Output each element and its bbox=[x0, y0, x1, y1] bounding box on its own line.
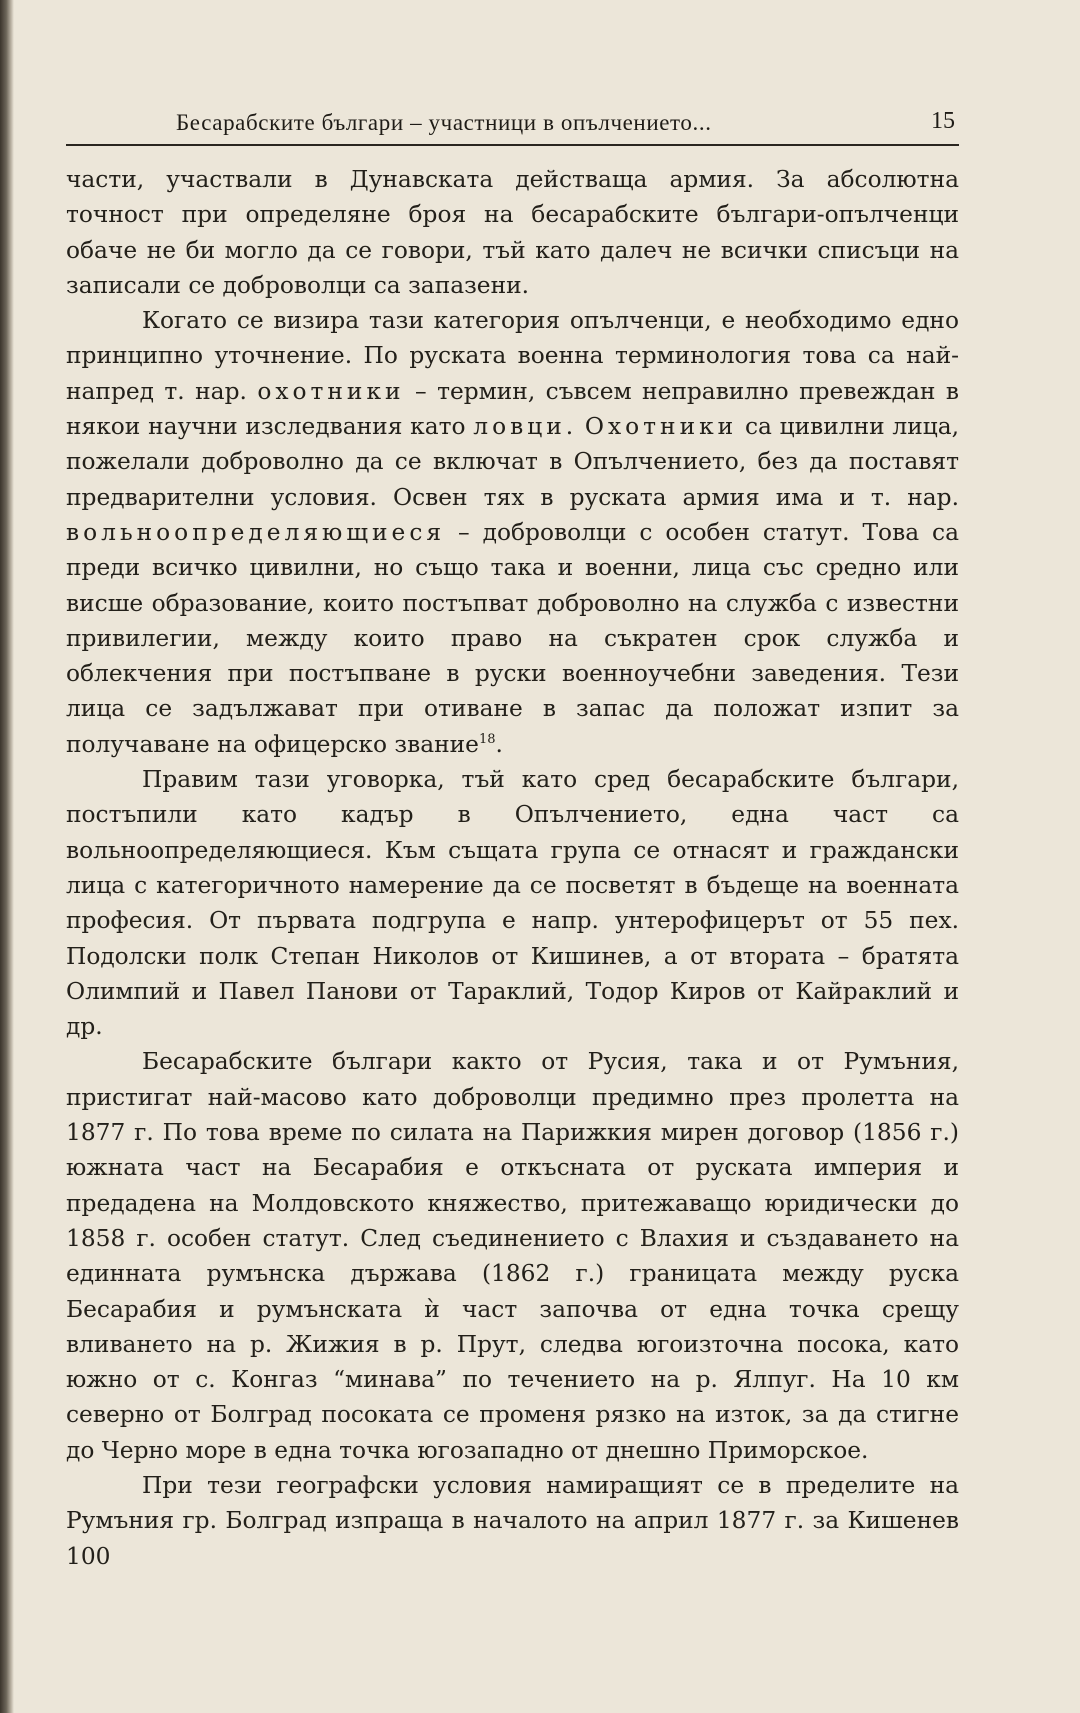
term-okhotniki: охотники bbox=[257, 377, 405, 405]
book-spine-shadow bbox=[0, 0, 14, 1713]
paragraph-1: части, участвали в Дунавската действаща армия. За абсолютна точност при определяне броя на бесарабските българи-опълченци обаче не би могло да се говори, тъй като далеч не всички списъци на записали се доброволци са запазени. bbox=[66, 166, 959, 299]
paragraph-2-end: . bbox=[495, 730, 503, 758]
paragraph-2-part-2: – термин, съвсем неправилно превеждан в някои научни изследвания като bbox=[66, 377, 959, 441]
paragraph-2 bbox=[66, 303, 959, 762]
footnote-marker: 18 bbox=[478, 731, 496, 747]
term-okhotniki-2: Охотники bbox=[584, 413, 738, 441]
paragraph-4: Бесарабските българи както от Русия, така и от Румъния, пристигат най-масово като доброволци предимно през пролетта на 1877 г. По това време по силата на Парижкия мирен договор (1856 г.) южната част на Бесарабия е откъсната от руската империя и предадена на Молдовското княжество, притежаващо юридически до 1858 г. особен статут. След съединението с Влахия и създаването на единната румънска държава (1862 г.) границата между руска Бесарабия и румънската ѝ част започва от една точка срещу вливането на р. Жижия в р. Прут, следва югоизточна посока, като южно от с. Конгаз “минава” по течението на р. Ялпуг. На 10 км северно от Болград посоката се променя рязко на изток, за да стигне до Черно море в една точка югозападно от днешно Приморское. bbox=[66, 1048, 959, 1464]
paragraph-2-part-4: са цивилни лица, пожелали доброволно да се включат в Опълчението, без да поставят предварителни условия. Освен тях в руската армия има и т. нар. bbox=[66, 413, 960, 511]
term-lovtsi: ловци. bbox=[473, 413, 578, 441]
term-volnoopredelyayushchiesya: вольноопределяющиеся bbox=[66, 518, 446, 546]
paragraph-2-part-3 bbox=[577, 413, 585, 440]
body-text bbox=[66, 162, 959, 1574]
paragraph-3: Правим тази уговорка, тъй като сред бесарабските българи, постъпили като кадър в Опълчението, една част са вольноопределяющиеся. Към същата група се отнасят и граждански лица с категоричното намерение да се посветят в бъдеще на военната професия. От първата подгрупа е напр. унтерофицерът от 55 пех. Подолски полк Степан Николов от Кишинев, а от втората – братята Олимпий и Павел Панови от Тараклий, Тодор Киров от Кайраклий и др. bbox=[66, 766, 959, 1041]
paragraph-2-part-1: Когато се визира тази категория опълченци, е необходимо едно принципно уточнение. По руската военна терминология това са най-напред т. нар. bbox=[66, 307, 959, 405]
paragraph-5: При тези географски условия намиращият се в пределите на Румъния гр. Болград изпраща в началото на април 1877 г. за Кишенев 100 bbox=[66, 1471, 959, 1570]
paragraph-2-part-5: – доброволци с особен статут. Това са преди всичко цивилни, но също така и военни, лица със средно или висше образование, които постъпват доброволно на служба с известни привилегии, между които право на съкратен срок служба и облекчения при постъпване в руски военноучебни заведения. Тези лица се задължават при отиване в запас да положат изпит за получаване на офицерско звание bbox=[66, 518, 959, 758]
page-number: 15 bbox=[931, 108, 955, 134]
running-header bbox=[66, 108, 959, 146]
header-title: Бесарабските българи – участници в опълчението... bbox=[176, 110, 712, 135]
